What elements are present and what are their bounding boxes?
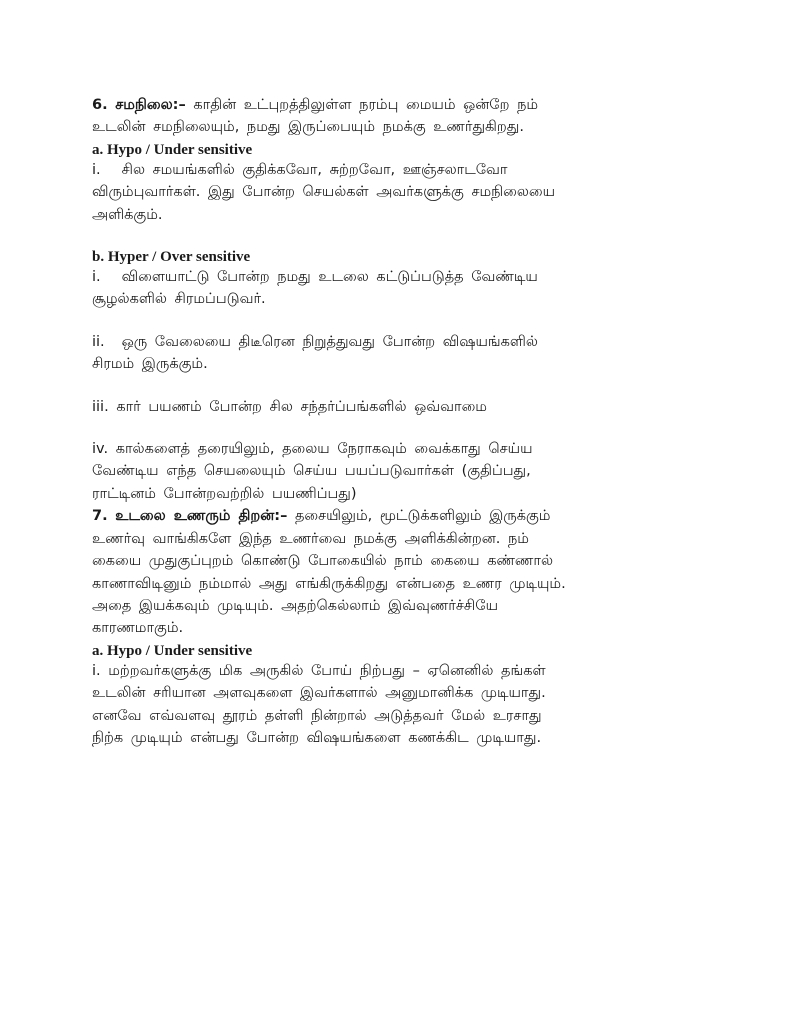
section-7-hypo-heading: a. Hypo / Under sensitive: [92, 642, 253, 659]
section-6-first-line: [92, 94, 712, 116]
item-text: விளையாட்டு போன்ற நமது உடலை கட்டுப்படுத்த வேண்டிய: [121, 269, 538, 286]
list-item: [92, 438, 712, 460]
section-6-line: காதின் உட்புறத்திலுள்ள நரம்பு மையம் ஒன்றே நம்: [193, 97, 539, 113]
item-text: எனவே எவ்வளவு தூரம் தள்ளி நின்றால் அடுத்தவர் மேல் உரசாது: [92, 707, 542, 724]
section-7-first-line: [92, 505, 712, 527]
section-7-line: தசையிலும், மூட்டுக்களிலும் இருக்கும்: [294, 508, 551, 525]
section-6-hypo-heading: a. Hypo / Under sensitive: [92, 141, 253, 158]
section-6-number: 6.: [92, 97, 108, 113]
list-item: [92, 266, 712, 288]
section-7-line: கையை முதுகுப்புறம் கொண்டு போகையில் நாம் கையை கண்ணால்: [92, 553, 553, 570]
item-text: ராட்டினம் போன்றவற்றில் பயணிப்பது): [92, 485, 357, 502]
item-number: iii.: [92, 398, 109, 415]
section-6-hyper-heading: b. Hyper / Over sensitive: [92, 249, 251, 266]
item-number: i.: [92, 662, 101, 679]
item-text: சிரமம் இருக்கும்.: [92, 356, 208, 373]
list-item: [92, 660, 712, 682]
item-number: ii.: [92, 333, 105, 350]
item-number: iv.: [92, 441, 109, 458]
item-text: கால்களைத் தரையிலும், தலைய நேராகவும் வைக்காது செய்ய: [115, 441, 533, 458]
item-text: மற்றவர்களுக்கு மிக அருகில் போய் நிற்பது – ஏனெனில் தங்கள்: [108, 662, 546, 679]
section-7-line: உணர்வு வாங்கிகளே இந்த உணர்வை நமக்கு அளிக்கின்றன. நம்: [92, 530, 529, 547]
item-text: சில சமயங்களில் குதிக்கவோ, சுற்றவோ, ஊஞ்சலாடவோ: [121, 161, 508, 178]
section-6-title: சமநிலை:–: [115, 97, 186, 113]
section-6-line: உடலின் சமநிலையும், நமது இருப்பையும் நமக்கு உணர்துகிறது.: [92, 119, 524, 136]
item-text: விரும்புவார்கள். இது போன்ற செயல்கள் அவர்களுக்கு சமநிலையை: [92, 184, 556, 201]
section-7-line: காணாவிடினும் நம்மால் அது எங்கிருக்கிறது என்பதை உணர முடியும்.: [92, 575, 566, 592]
list-item: [92, 331, 712, 353]
list-item: [92, 159, 712, 181]
list-item: [92, 396, 712, 418]
item-number: i.: [92, 269, 101, 286]
item-text: உடலின் சரியான அளவுகளை இவர்களால் அனுமானிக்க முடியாது.: [92, 685, 546, 702]
item-text: ஒரு வேலையை திடீரென நிறுத்துவது போன்ற விஷயங்களில்: [121, 333, 538, 350]
item-number: i.: [92, 161, 101, 178]
spacer: [92, 418, 712, 438]
document-body: [92, 94, 712, 749]
section-7-line: அதை இயக்கவும் முடியும். அதற்கெல்லாம் இவ்வுணர்ச்சியே: [92, 597, 498, 614]
item-text: கார் பயணம் போன்ற சில சந்தர்ப்பங்களில் ஒவ்வாமை: [116, 398, 487, 415]
item-text: சூழல்களில் சிரமப்படுவர்.: [92, 291, 266, 308]
item-text: நிற்க முடியும் என்பது போன்ற விஷயங்களை கணக்கிட முடியாது.: [92, 729, 542, 746]
item-text: அளிக்கும்.: [92, 206, 163, 223]
spacer: [92, 376, 712, 396]
spacer: [92, 311, 712, 331]
section-7-line: காரணமாகும்.: [92, 620, 184, 637]
section-7-title: உடலை உணரும் திறன்:–: [115, 508, 288, 525]
item-text: வேண்டிய எந்த செயலையும் செய்ய பயப்படுவார்கள் (குதிப்பது,: [92, 463, 531, 480]
section-7-number: 7.: [92, 508, 108, 525]
spacer: [92, 226, 712, 246]
